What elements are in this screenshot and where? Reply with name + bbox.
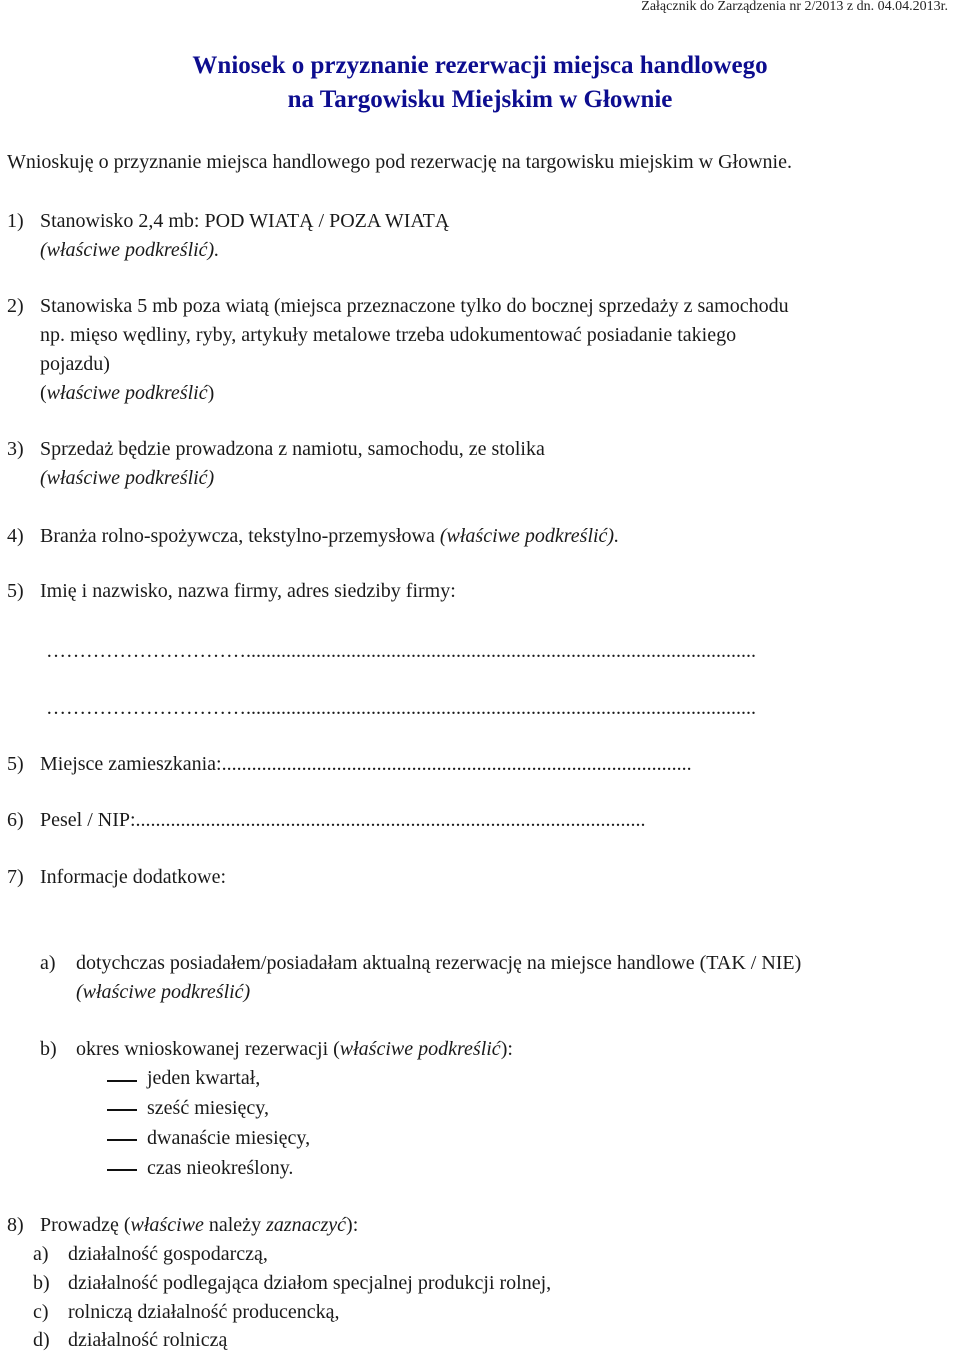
name-address-fill-line-1[interactable]: …………………………...................................................................................................... xyxy=(46,640,756,662)
item-5 xyxy=(7,580,456,603)
item-1-note: (właściwe podkreślić). xyxy=(40,239,220,261)
item-3-number: 3) xyxy=(7,438,24,460)
activity-option-d[interactable] xyxy=(33,1329,227,1352)
activity-option-c-letter: c) xyxy=(33,1301,49,1323)
item-1-number: 1) xyxy=(7,210,24,232)
item-4-text: Branża rolno-spożywcza, tekstylno-przemysłowa xyxy=(40,525,440,547)
sub-b-close: ): xyxy=(500,1038,513,1060)
activity-option-b-text: działalność podlegająca działom specjalnej produkcji rolnej, xyxy=(68,1272,552,1294)
item-8-text: Prowadzę ( xyxy=(40,1214,131,1236)
activity-option-d-text: działalność rolniczą xyxy=(68,1329,228,1351)
item-8-note-b: należy xyxy=(203,1214,267,1236)
period-option-indefinite[interactable]: czas nieokreślony. xyxy=(147,1157,294,1179)
item-3-text: Sprzedaż będzie prowadzona z namiotu, samochodu, ze stolika xyxy=(40,438,545,460)
form-title-line-1: Wniosek o przyznanie rezerwacji miejsca handlowego xyxy=(192,52,768,79)
period-option-quarter[interactable]: jeden kwartał, xyxy=(147,1067,261,1089)
item-2-note-text: właściwe podkreślić xyxy=(46,382,208,404)
period-option-twelve-months[interactable]: dwanaście miesięcy, xyxy=(147,1127,311,1149)
item-3 xyxy=(7,438,545,461)
activity-option-b-letter: b) xyxy=(33,1272,50,1294)
item-2-note-open: ( xyxy=(40,382,47,404)
item-7 xyxy=(7,866,226,889)
name-address-fill-line-2[interactable]: …………………………...................................................................................................... xyxy=(46,697,756,719)
option-dash xyxy=(107,1169,137,1171)
activity-option-a[interactable] xyxy=(33,1243,268,1266)
item-2-line-2: np. mięso wędliny, ryby, artykuły metalowe trzeba udokumentować posiadanie takiego xyxy=(40,324,737,346)
activity-option-c-text: rolniczą działalność producencką, xyxy=(68,1301,340,1323)
item-7-text: Informacje dodatkowe: xyxy=(40,866,227,888)
sub-a-text: dotychczas posiadałem/posiadałam aktualną rezerwację na miejsce handlowe (TAK / NIE) xyxy=(76,952,802,974)
annex-reference: Załącznik do Zarządzenia nr 2/2013 z dn. 04.04.2013r. xyxy=(641,0,948,14)
sub-b xyxy=(40,1038,513,1061)
item-2-note xyxy=(40,382,214,405)
item-2-line-1: Stanowiska 5 mb poza wiatą (miejsca przeznaczone tylko do bocznej sprzedaży z samochodu xyxy=(40,295,789,317)
activity-option-a-text: działalność gospodarczą, xyxy=(68,1243,268,1265)
item-3-note: (właściwe podkreślić) xyxy=(40,467,215,489)
item-8-number: 8) xyxy=(7,1214,24,1236)
sub-a-note: (właściwe podkreślić) xyxy=(76,981,251,1003)
option-dash xyxy=(107,1109,137,1111)
item-8-note-c: zaznaczyć xyxy=(266,1214,347,1236)
sub-b-note: właściwe podkreślić xyxy=(339,1038,501,1060)
activity-option-a-letter: a) xyxy=(33,1243,49,1265)
option-dash xyxy=(107,1080,137,1082)
activity-option-b[interactable] xyxy=(33,1272,551,1295)
item-5-text: Imię i nazwisko, nazwa firmy, adres siedziby firmy: xyxy=(40,580,456,602)
item-4 xyxy=(7,525,619,548)
item-4-note: (właściwe podkreślić). xyxy=(439,525,620,547)
residence-field: Miejsce zamieszkania:.............................................................................................. xyxy=(40,753,692,775)
item-6-number: 6) xyxy=(7,809,24,831)
activity-option-d-letter: d) xyxy=(33,1329,50,1351)
form-title-line-2: na Targowisku Miejskim w Głownie xyxy=(287,86,673,113)
item-2-note-close: ) xyxy=(207,382,215,404)
item-4-number: 4) xyxy=(7,525,24,547)
sub-b-letter: b) xyxy=(40,1038,57,1060)
item-8 xyxy=(7,1214,358,1237)
item-8-note-a: właściwe xyxy=(130,1214,204,1236)
item-8-close: ): xyxy=(346,1214,359,1236)
sub-a-letter: a) xyxy=(40,952,56,974)
pesel-nip-field: Pesel / NIP:...................................................................................................... xyxy=(40,809,646,831)
intro-text: Wnioskuję o przyznanie miejsca handlowego pod rezerwację na targowisku miejskim w Głownie. xyxy=(7,151,792,173)
sub-a xyxy=(40,952,801,975)
item-1 xyxy=(7,210,449,233)
item-residence[interactable] xyxy=(7,753,942,776)
option-dash xyxy=(107,1139,137,1141)
item-5-number: 5) xyxy=(7,580,24,602)
period-option-six-months[interactable]: sześć miesięcy, xyxy=(147,1097,269,1119)
item-2-number: 2) xyxy=(7,295,24,317)
item-7-number: 7) xyxy=(7,866,24,888)
activity-option-c[interactable] xyxy=(33,1301,340,1324)
sub-b-text: okres wnioskowanej rezerwacji ( xyxy=(76,1038,340,1060)
item-2 xyxy=(7,295,789,318)
item-1-text: Stanowisko 2,4 mb: POD WIATĄ / POZA WIATĄ xyxy=(40,210,450,232)
item-6[interactable] xyxy=(7,809,942,832)
item-2-line-3: pojazdu) xyxy=(40,353,110,375)
item-residence-number: 5) xyxy=(7,753,24,775)
